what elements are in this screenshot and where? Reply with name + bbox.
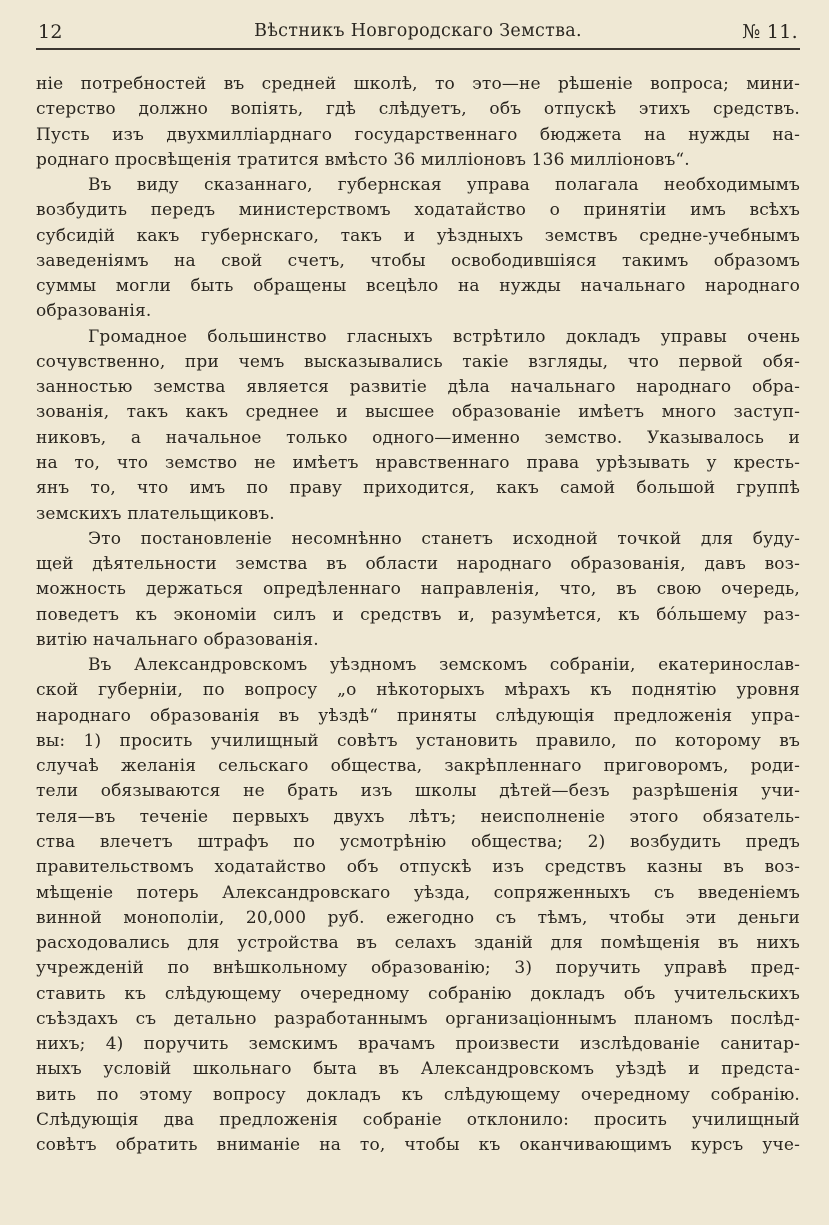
text-line: ства влечетъ штрафъ по усмотрѣнію общества; 2) возбудить предъ — [36, 831, 800, 852]
text-line: вить по этому вопросу докладъ къ слѣдующему очередному собранію. — [36, 1084, 800, 1105]
text-line: зованія, такъ какъ среднее и высшее образованіе имѣетъ много заступ- — [36, 402, 800, 423]
text-line: вы: 1) просить училищный совѣтъ установить правило, по которому въ — [36, 730, 800, 751]
body-text — [36, 72, 800, 1158]
text-line: винной монополіи, 20,000 руб. ежегодно съ тѣмъ, чтобы эти деньги — [36, 907, 800, 928]
text-line: случаѣ желанія сельскаго общества, закрѣпленнаго приговоромъ, роди- — [36, 756, 800, 777]
text-line: суммы могли быть обращены всецѣло на нужды начальнаго народнаго — [36, 276, 800, 297]
text-line: совѣтъ обратить вниманіе на то, чтобы къ оканчивающимъ курсъ уче- — [36, 1135, 800, 1156]
text-line: стерство должно вопіять, гдѣ слѣдуетъ, объ отпускѣ этихъ средствъ. — [36, 99, 800, 120]
paragraph-first-line: Въ Александровскомъ уѣздномъ земскомъ собраніи, екатеринослав- — [88, 655, 800, 676]
paragraph-first-line: Громадное большинство гласныхъ встрѣтило докладъ управы очень — [88, 326, 800, 347]
text-line: занностью земства является развитіе дѣла начальнаго народнаго обра- — [36, 377, 800, 398]
journal-title: Вѣстникъ Новгородскаго Земства. — [254, 21, 582, 41]
text-line: Слѣдующія два предложенія собраніе отклонило: просить училищный — [36, 1109, 800, 1130]
text-line: правительствомъ ходатайство объ отпускѣ изъ средствъ казны въ воз- — [36, 857, 800, 878]
text-line: образованія. — [36, 301, 152, 322]
text-line: мѣщеніе потерь Александровскаго уѣзда, сопряженныхъ съ введеніемъ — [36, 882, 800, 903]
text-line: янъ то, что имъ по праву приходится, какъ самой большой группѣ — [36, 478, 800, 499]
text-line: ныхъ условій школьнаго быта въ Александровскомъ уѣздѣ и предста- — [36, 1059, 800, 1080]
issue-number: № 11. — [742, 21, 798, 43]
text-line: возбудить передъ министерствомъ ходатайство о принятіи имъ всѣхъ — [36, 200, 800, 221]
text-line: на то, что земство не имѣетъ нравственнаго права урѣзывать у кресть- — [36, 452, 800, 473]
text-line: ніе потребностей въ средней школѣ, то это—не рѣшеніе вопроса; мини- — [36, 74, 800, 94]
text-line: ской губерніи, по вопросу „о нѣкоторыхъ мѣрахъ къ поднятію уровня — [36, 680, 800, 701]
text-line: никовъ, а начальное только одного—именно земство. Указывалось и — [36, 427, 800, 448]
text-line: теля—въ теченіе первыхъ двухъ лѣтъ; неисполненіе этого обязатель- — [36, 806, 800, 827]
text-line: народнаго образованія въ уѣздѣ“ приняты слѣдующія предложенія упра- — [36, 705, 800, 726]
text-line: учрежденій по внѣшкольному образованію; 3) поручить управѣ пред- — [36, 958, 800, 979]
text-line: можность держаться опредѣленнаго направленія, что, въ свою очередь, — [36, 579, 800, 600]
page-number: 12 — [38, 21, 63, 43]
text-line: съѣздахъ съ детально разработаннымъ организаціоннымъ планомъ послѣд- — [36, 1008, 800, 1029]
paragraph-first-line: Это постановленіе несомнѣнно станетъ исходной точкой для буду- — [88, 528, 800, 549]
text-line: тели обязываются не брать изъ школы дѣтей—безъ разрѣшенія учи- — [36, 781, 800, 802]
running-head — [38, 18, 798, 48]
text-line: нихъ; 4) поручить земскимъ врачамъ произвести изслѣдованіе санитар- — [36, 1034, 800, 1055]
text-line: заведеніямъ на свой счетъ, чтобы освободившіяся такимъ образомъ — [36, 250, 800, 271]
text-line: сочувственно, при чемъ высказывались такіе взгляды, что первой обя- — [36, 351, 800, 372]
text-line: ставить къ слѣдующему очередному собранію докладъ объ учительскихъ — [36, 983, 800, 1004]
text-line: земскихъ плательщиковъ. — [36, 503, 275, 524]
text-line: поведетъ къ экономіи силъ и средствъ и, разумѣется, къ бóльшему раз- — [36, 604, 800, 625]
text-line: щей дѣятельности земства въ области народнаго образованія, давъ воз- — [36, 554, 800, 575]
text-line: роднаго просвѣщенія тратится вмѣсто 36 милліоновъ 136 милліоновъ“. — [36, 149, 690, 170]
text-line: Пусть изъ двухмилліарднаго государственнаго бюджета на нужды на- — [36, 124, 800, 145]
text-line: субсидій какъ губернскаго, такъ и уѣздныхъ земствъ средне-учебнымъ — [36, 225, 800, 246]
paragraph-first-line: Въ виду сказаннаго, губернская управа полагала необходимымъ — [88, 175, 800, 196]
text-line: витію начальнаго образованія. — [36, 629, 319, 650]
header-rule — [36, 48, 800, 50]
text-line: расходовались для устройства въ селахъ зданій для помѣщенія въ нихъ — [36, 933, 800, 954]
